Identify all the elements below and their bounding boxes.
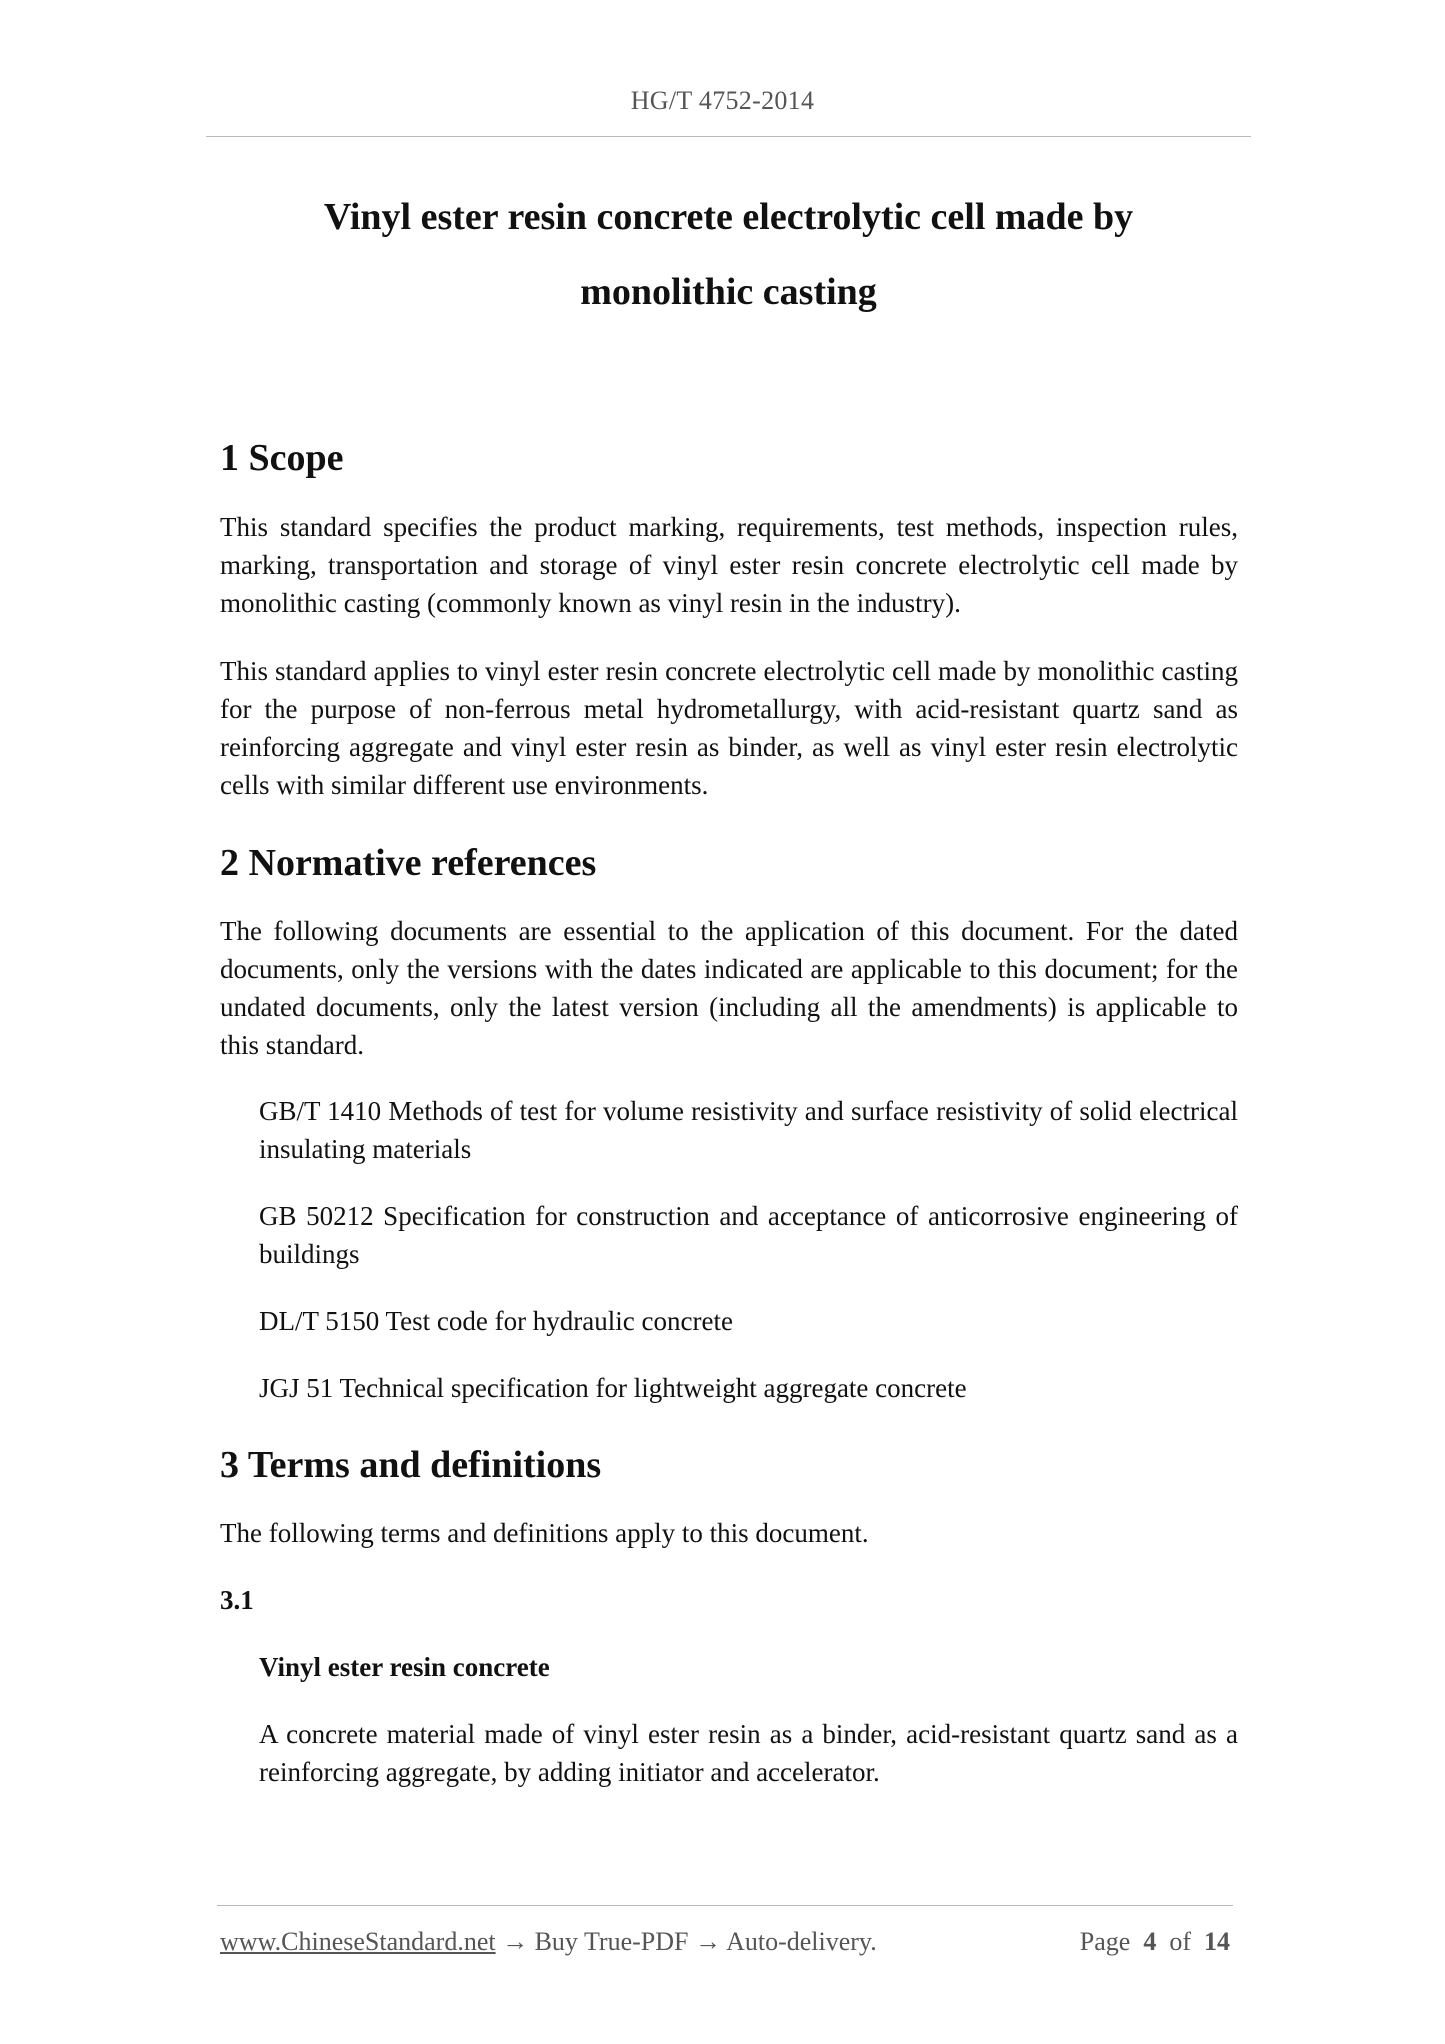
page-number-indicator (1080, 1924, 1230, 1960)
website-link[interactable]: www.ChineseStandard.net (220, 1927, 496, 1956)
arrow-right-icon: → (502, 1927, 529, 1956)
title-line-2: monolithic casting (580, 271, 877, 313)
document-body (220, 428, 1238, 1791)
normative-intro-paragraph: The following documents are essential to the application of this document. For the dated documents, only the versions with the dates indicated are applicable to this document; for the undated documents, only the latest version (including all the amendments) is applicable to this standard. (220, 916, 1238, 1060)
buy-true-pdf-text: Buy True-PDF (534, 1927, 689, 1956)
term-number: 3.1 (220, 1585, 254, 1615)
reference-item: GB/T 1410 Methods of test for volume resistivity and surface resistivity of solid electrical insulating materials (259, 1096, 1238, 1164)
title-line-1: Vinyl ester resin concrete electrolytic cell made by (323, 196, 1134, 238)
term-name: Vinyl ester resin concrete (259, 1652, 550, 1682)
footer-promo (220, 1924, 877, 1960)
footer-divider (217, 1905, 1233, 1906)
scope-paragraph-1: This standard specifies the product marking, requirements, test methods, inspection rules, marking, transportation and storage of vinyl ester resin concrete electrolytic cell made by monolithic casting (commonly known as vinyl resin in the industry). (220, 512, 1238, 618)
reference-item: JGJ 51 Technical specification for lightweight aggregate concrete (259, 1373, 967, 1403)
arrow-right-icon: → (695, 1927, 721, 1956)
page-total: 14 (1204, 1927, 1230, 1956)
reference-item: DL/T 5150 Test code for hydraulic concrete (259, 1306, 733, 1336)
page-current: 4 (1143, 1927, 1157, 1956)
reference-item: GB 50212 Specification for construction and acceptance of anticorrosive engineering of buildings (259, 1201, 1238, 1269)
document-code-header: HG/T 4752-2014 (630, 86, 815, 115)
term-definition: A concrete material made of vinyl ester resin as a binder, acid-resistant quartz sand as a reinforcing aggregate, by adding initiator and accelerator. (259, 1719, 1238, 1787)
auto-delivery-text: Auto-delivery. (726, 1927, 877, 1956)
section-heading-normative-references: 2 Normative references (220, 842, 597, 884)
scope-paragraph-2: This standard applies to vinyl ester resin concrete electrolytic cell made by monolithic casting for the purpose of non-ferrous metal hydrometallurgy, with acid-resistant quartz sand as reinforcing aggregate and vinyl ester resin as binder, as well as vinyl ester resin electrolytic cells with similar different use environments. (220, 656, 1238, 800)
terms-intro-paragraph: The following terms and definitions apply to this document. (220, 1518, 869, 1548)
page-label: Page (1079, 1927, 1131, 1956)
header-divider (206, 136, 1251, 137)
section-heading-scope: 1 Scope (220, 437, 344, 479)
document-title (206, 180, 1251, 330)
page-of-label: of (1169, 1927, 1191, 1956)
section-heading-terms-definitions: 3 Terms and definitions (220, 1444, 602, 1486)
